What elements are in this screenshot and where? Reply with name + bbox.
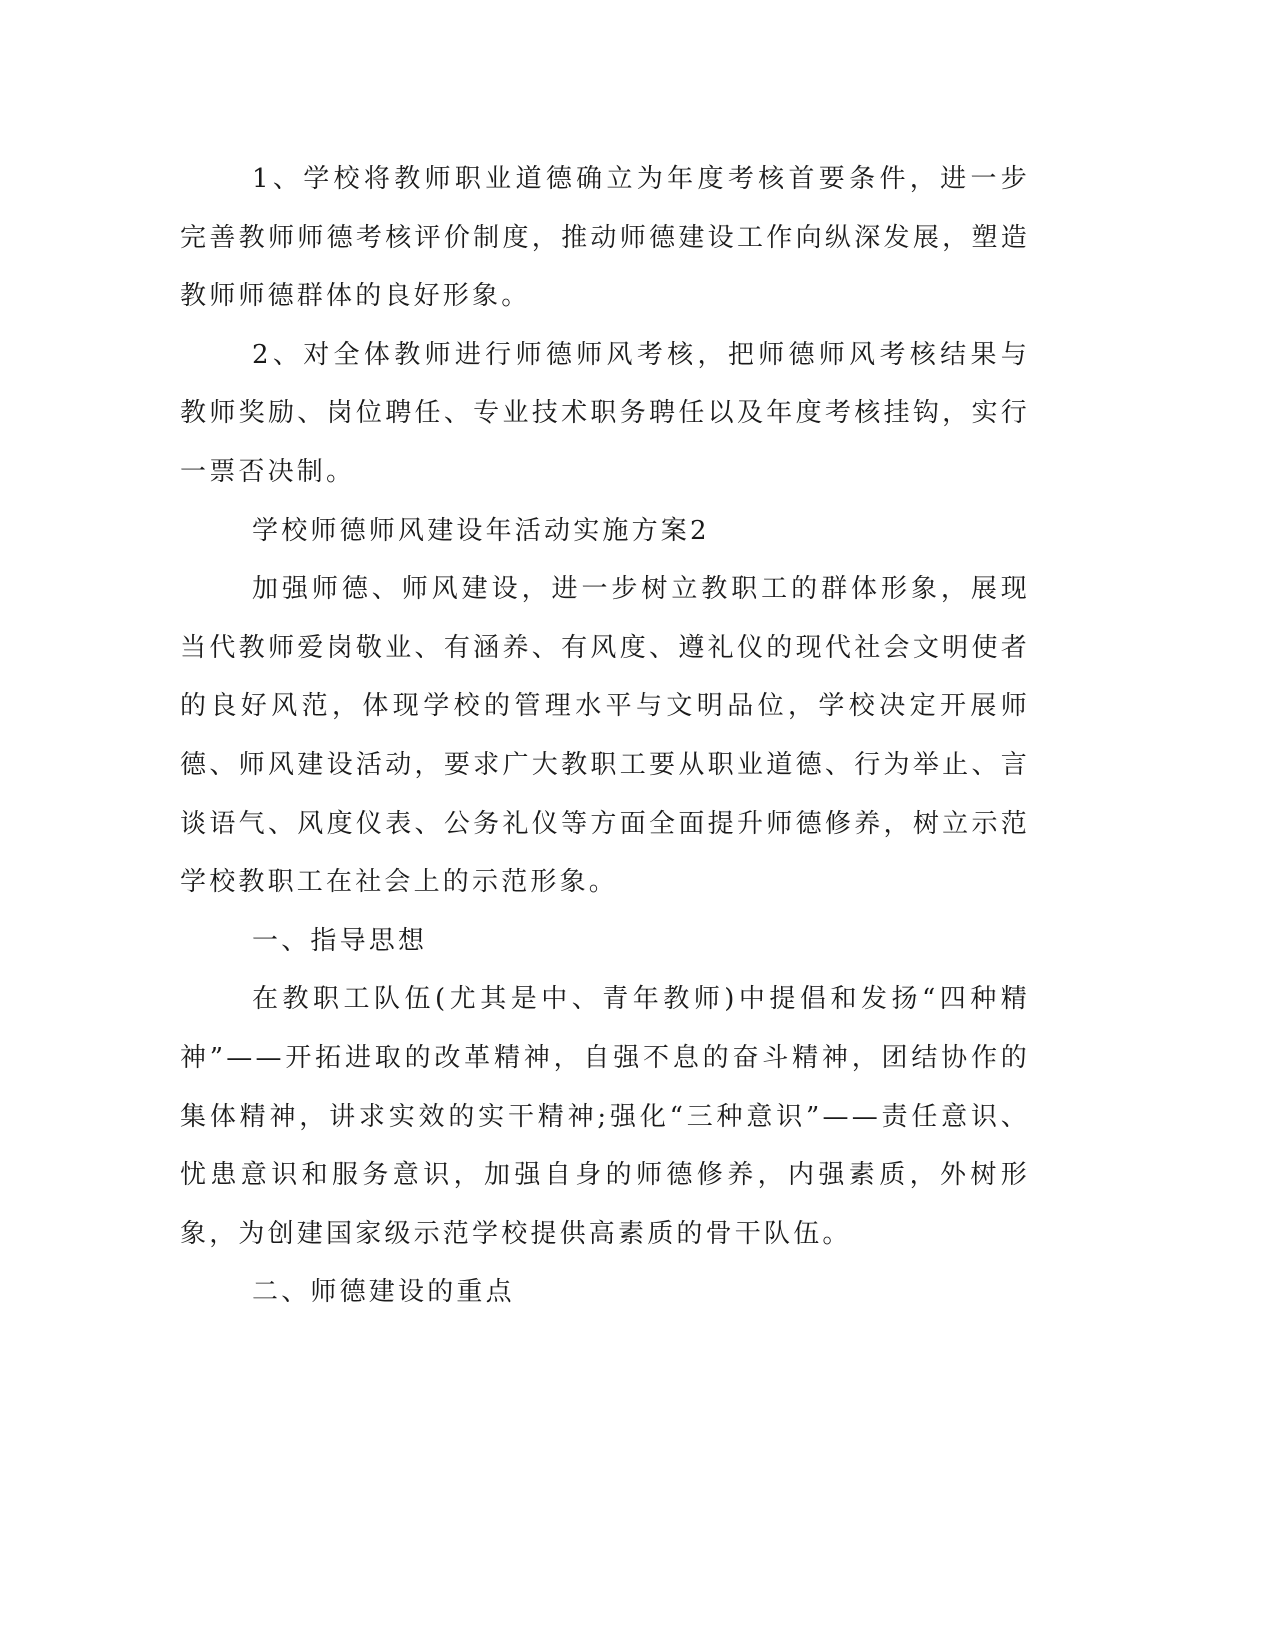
section-title-plan-2: 学校师德师风建设年活动实施方案2: [252, 515, 710, 546]
paragraph-assessment-condition: 1、学校将教师职业道德确立为年度考核首要条件，进一步完善教师师德考核评价制度，推动师德建设工作向纵深发展，塑造教师师德群体的良好形象。: [180, 164, 1030, 312]
paragraph-introduction: 加强师德、师风建设，进一步树立教职工的群体形象，展现当代教师爱岗敬业、有涵养、有风度、遵礼仪的现代社会文明使者的良好风范，体现学校的管理水平与文明品位，学校决定开展师德、师风建设活动，要求广大教职工要从职业道德、行为举止、言谈语气、风度仪表、公务礼仪等方面全面提升师德修养，树立示范学校教职工在社会上的示范形象。: [180, 574, 1030, 898]
document-page: [180, 150, 1030, 1322]
paragraph-assessment-linkage: 2、对全体教师进行师德师风考核，把师德师风考核结果与教师奖励、岗位聘任、专业技术职务聘任以及年度考核挂钩，实行一票否决制。: [180, 339, 1030, 487]
heading-key-points: 二、师德建设的重点: [252, 1277, 515, 1308]
heading-guiding-ideology: 一、指导思想: [252, 925, 428, 956]
paragraph-guiding-ideology: 在教职工队伍(尤其是中、青年教师)中提倡和发扬“四种精神”——开拓进取的改革精神，自强不息的奋斗精神，团结协作的集体精神，讲求实效的实干精神;强化“三种意识”——责任意识、忧患意识和服务意识，加强自身的师德修养，内强素质，外树形象，为创建国家级示范学校提供高素质的骨干队伍。: [180, 984, 1030, 1249]
